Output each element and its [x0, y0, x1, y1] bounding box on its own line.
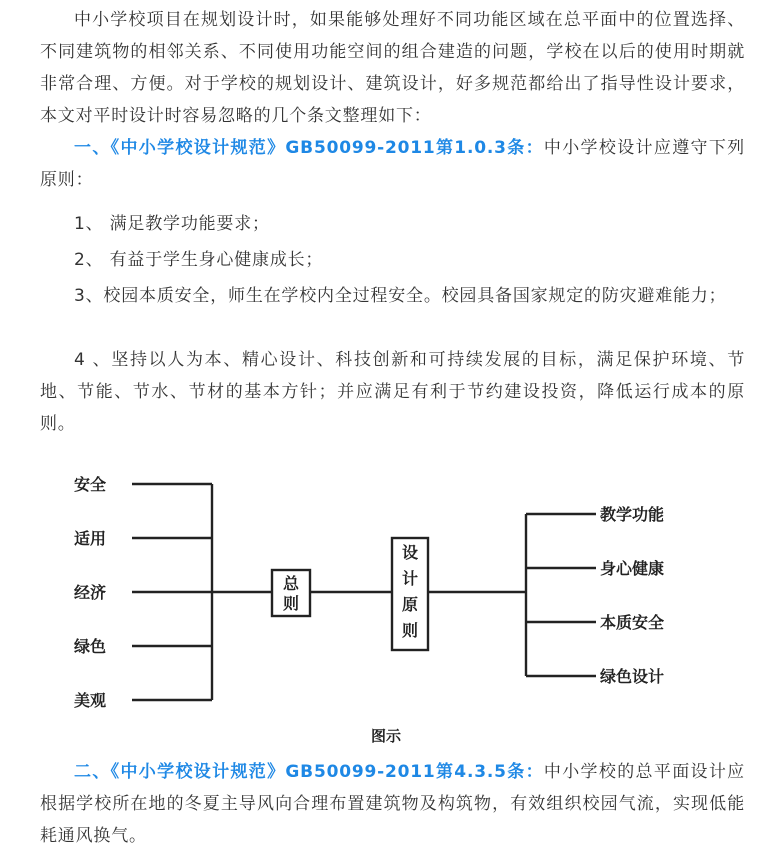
intro-paragraph: 中小学校项目在规划设计时，如果能够处理好不同功能区域在总平面中的位置选择、不同建筑物的相邻关系、不同使用功能空间的组合建造的问题，学校在以后的使用时期就非常合理、方便。对于学校的规划设计、建筑设计，好多规范都给出了指导性设计要求，本文对平时设计时容易忽略的几个条文整理如下：	[40, 10, 745, 126]
box2-char-2: 计	[401, 569, 419, 588]
box2-char-4: 则	[401, 621, 419, 640]
section-1-paragraph	[40, 132, 745, 196]
section-2-heading: 二、《中小学校设计规范》GB50099-2011第4.3.5条：	[74, 762, 544, 782]
section-2-paragraph	[40, 756, 745, 852]
box2-char-1: 设	[401, 543, 419, 562]
diagram-left-label-green: 绿色	[74, 637, 107, 656]
diagram-caption: 图示	[370, 727, 402, 745]
section-2-text: 中小学校的总平面设计应根据学校所在地的冬夏主导风向合理布置建筑物及构筑物，有效组织校园气流，实现低能耗通风换气。	[40, 762, 745, 846]
section-1-heading: 一、《中小学校设计规范》GB50099-2011第1.0.3条：	[74, 138, 544, 158]
box1-char-2: 则	[282, 594, 300, 613]
principle-1: 1、 满足教学功能要求；	[74, 214, 270, 234]
diagram-right-label-green-design: 绿色设计	[600, 667, 665, 686]
diagram-right-label-safety: 本质安全	[600, 613, 665, 632]
diagram-left-label-beauty: 美观	[74, 691, 107, 710]
box2-char-3: 原	[401, 595, 419, 614]
principle-4: 4 、坚持以人为本、精心设计、科技创新和可持续发展的目标，满足保护环境、节地、节能、节水、节材的基本方针；并应满足有利于节约建设投资，降低运行成本的原则。	[40, 350, 745, 434]
diagram-right-label-teaching: 教学功能	[600, 505, 665, 524]
section-1-text: 中小学校设计应遵守下列原则：	[40, 138, 745, 190]
diagram-right-label-health: 身心健康	[600, 559, 665, 578]
principles-diagram	[60, 460, 700, 760]
diagram-left-label-economy: 经济	[74, 583, 107, 602]
principle-2: 2、 有益于学生身心健康成长；	[74, 250, 324, 270]
principle-3: 3、校园本质安全，师生在学校内全过程安全。校园具备国家规定的防灾避难能力；	[74, 286, 727, 306]
diagram-left-label-safety: 安全	[74, 475, 107, 494]
box1-char-1: 总	[282, 574, 300, 593]
diagram-left-label-applicable: 适用	[74, 529, 107, 548]
